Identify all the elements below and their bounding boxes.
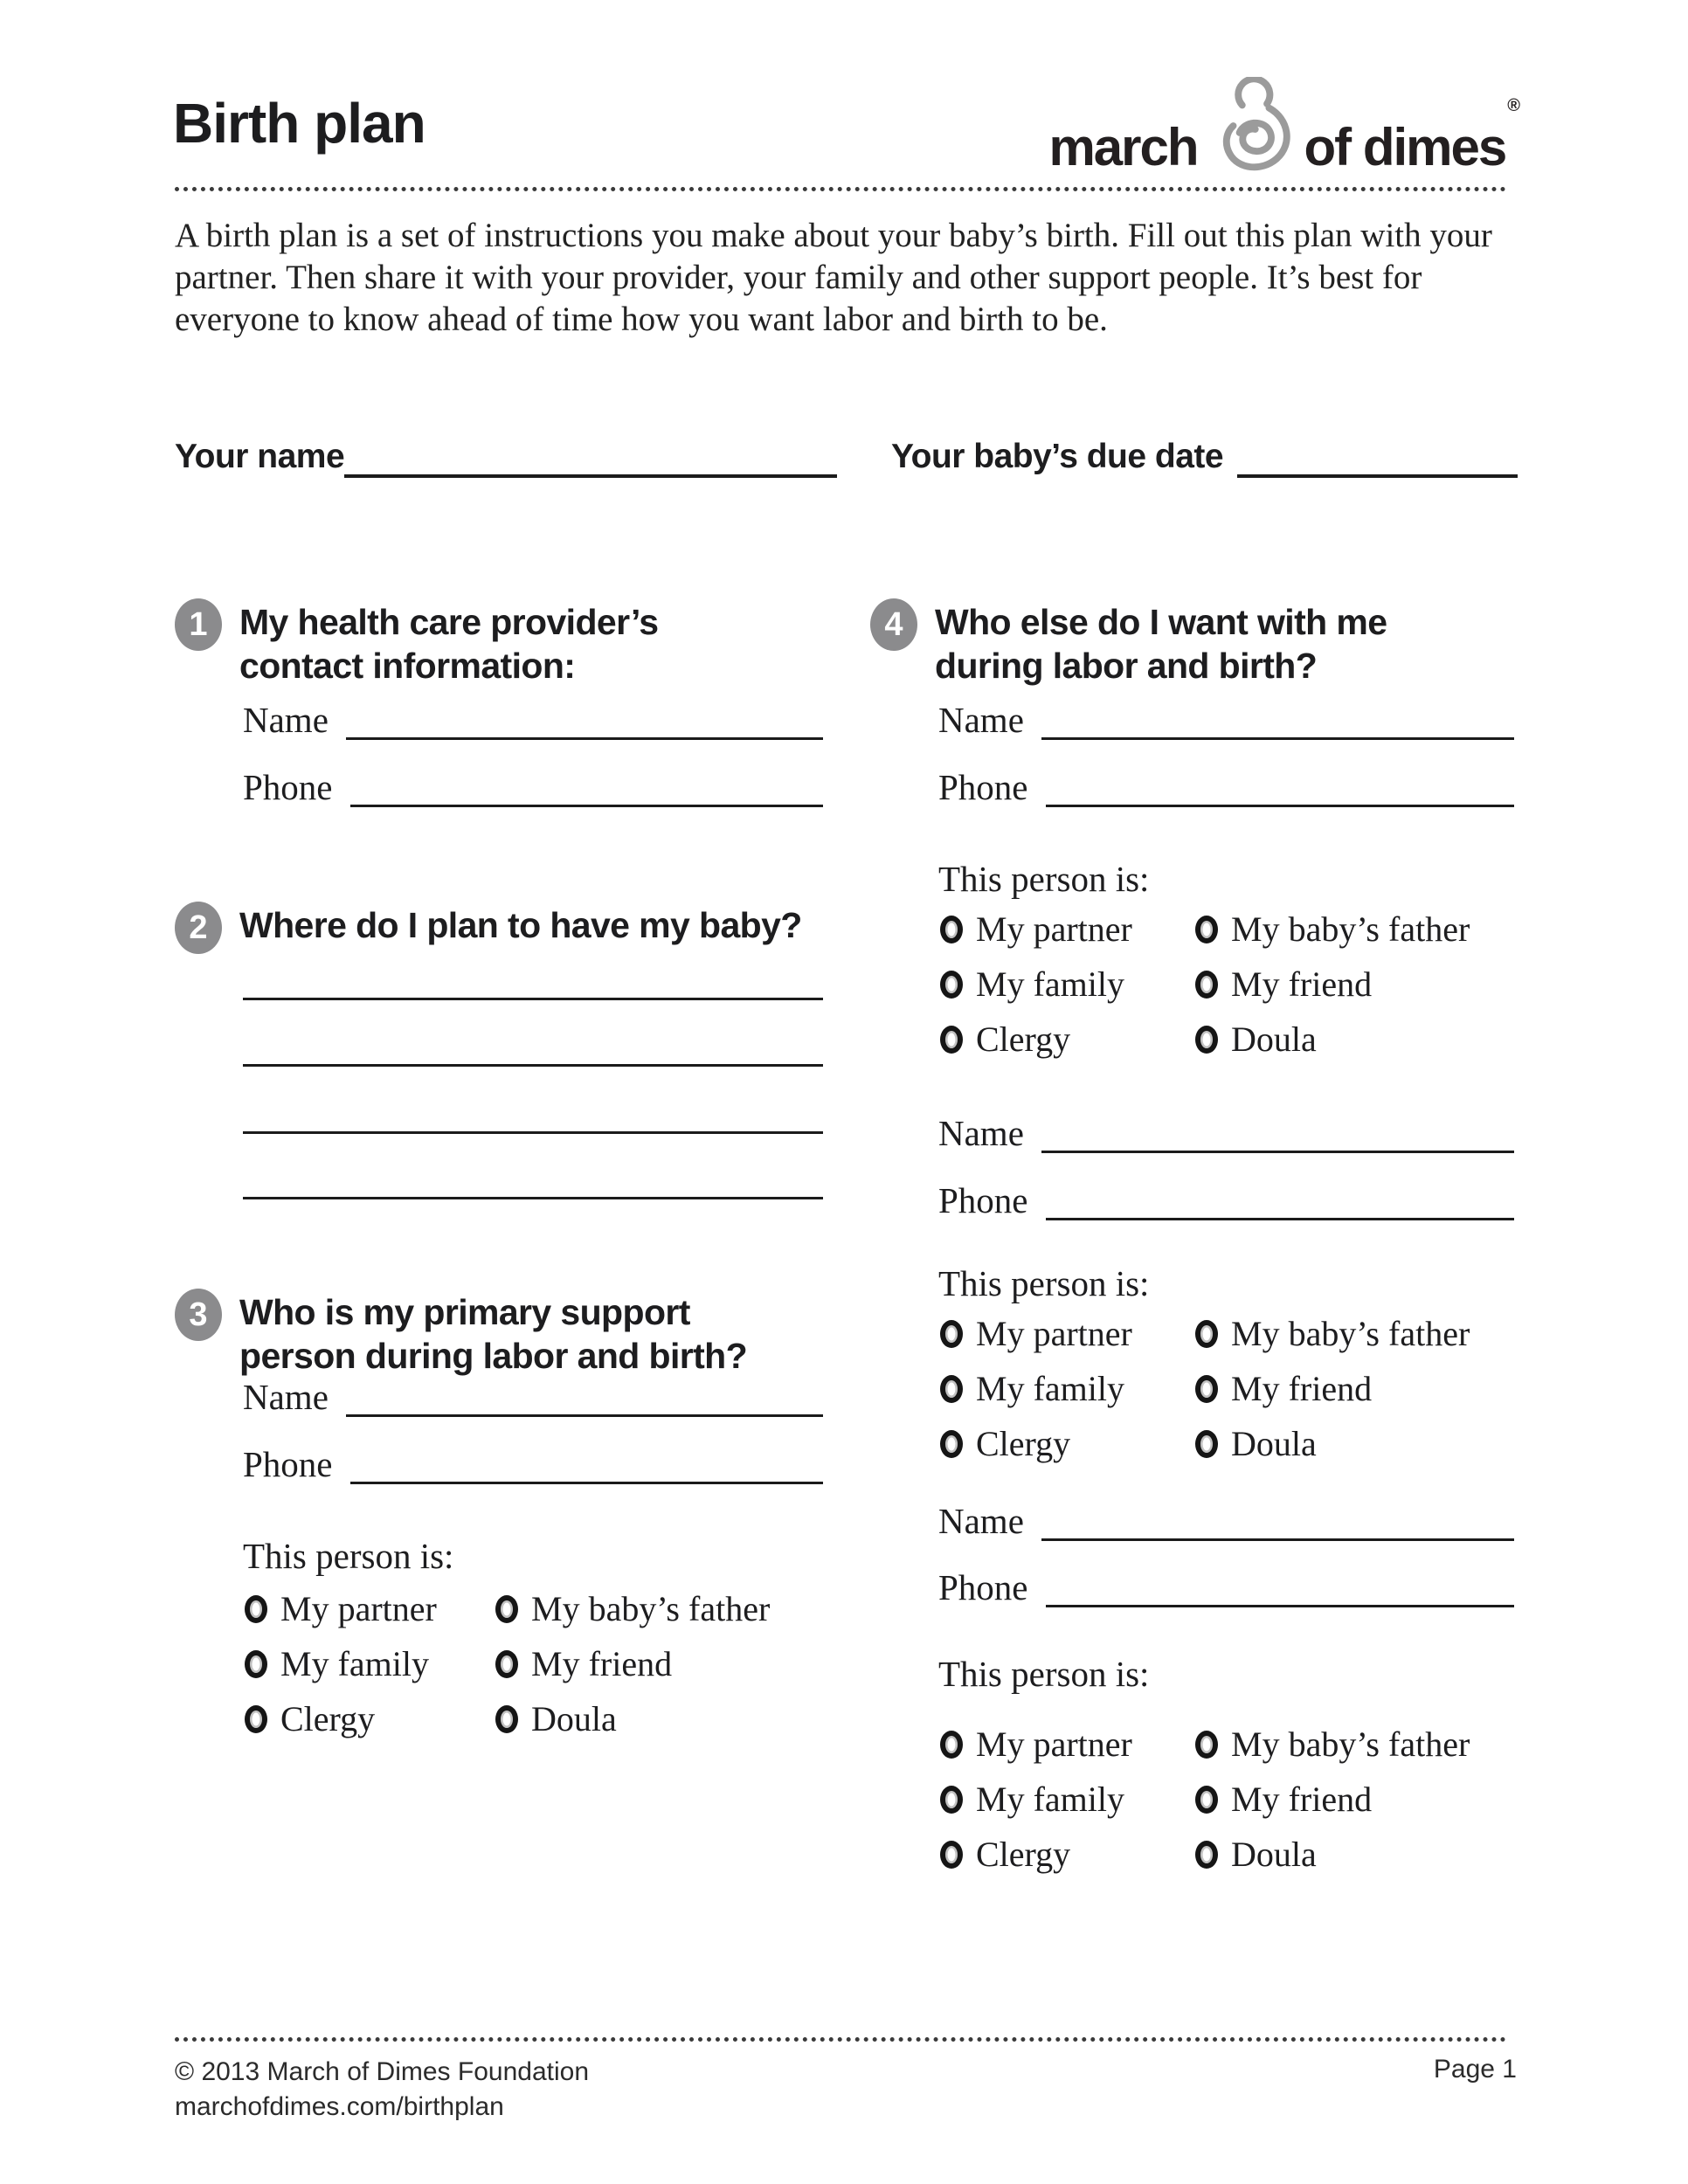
radio-my-partner[interactable]: My partner: [245, 1590, 495, 1628]
radio-my-partner[interactable]: My partner: [940, 1725, 1195, 1764]
radio-my-family[interactable]: My family: [940, 1780, 1195, 1819]
support-phone-input-line[interactable]: [350, 1449, 824, 1484]
radio-doula[interactable]: Doula: [495, 1700, 827, 1738]
radio-circle-icon[interactable]: [495, 1595, 518, 1623]
your-name-label: Your name: [175, 438, 345, 475]
due-date-label: Your baby’s due date: [891, 438, 1224, 475]
companion3-name-row: [938, 1496, 1514, 1541]
section-3-header: [175, 1289, 827, 1378]
companion2-radio-group: [940, 1315, 1518, 1463]
companion3-name-input-line[interactable]: [1041, 1506, 1514, 1541]
radio-circle-icon[interactable]: [1195, 1841, 1218, 1869]
provider-name-input-line[interactable]: [346, 705, 823, 740]
phone-label: Phone: [243, 766, 333, 807]
radio-circle-icon[interactable]: [1195, 971, 1218, 999]
radio-my-babys-father[interactable]: My baby’s father: [1195, 1725, 1518, 1764]
radio-circle-icon[interactable]: [940, 1430, 963, 1458]
due-date-field: [891, 437, 1518, 478]
radio-my-partner[interactable]: My partner: [940, 1315, 1195, 1353]
radio-clergy[interactable]: Clergy: [940, 1020, 1195, 1059]
your-name-field: [175, 437, 837, 478]
section-2-header: [175, 902, 827, 954]
radio-clergy[interactable]: Clergy: [940, 1425, 1195, 1463]
section-1-title: My health care provider’s contact information:: [239, 602, 659, 686]
right-column: [870, 594, 1518, 1904]
this-person-is-label: This person is:: [938, 859, 1150, 899]
radio-circle-icon[interactable]: [245, 1705, 267, 1733]
support-name-input-line[interactable]: [346, 1382, 823, 1417]
radio-circle-icon[interactable]: [1195, 1375, 1218, 1403]
answer-line-2[interactable]: [243, 1064, 823, 1067]
logo-word-ofdimes: of dimes®: [1304, 96, 1519, 176]
support-name-row: [243, 1372, 823, 1417]
section-3-number-badge: 3: [175, 1289, 222, 1341]
provider-name-row: [243, 695, 823, 740]
radio-circle-icon[interactable]: [940, 971, 963, 999]
section-4-number-badge: 4: [870, 598, 917, 651]
radio-circle-icon[interactable]: [245, 1595, 267, 1623]
radio-doula[interactable]: Doula: [1195, 1835, 1518, 1874]
answer-line-4[interactable]: [243, 1197, 823, 1199]
radio-my-friend[interactable]: My friend: [1195, 965, 1518, 1004]
radio-my-friend[interactable]: My friend: [1195, 1370, 1518, 1408]
this-person-is-label: This person is:: [243, 1536, 454, 1576]
radio-doula[interactable]: Doula: [1195, 1020, 1518, 1059]
radio-circle-icon[interactable]: [940, 1731, 963, 1759]
name-label: Name: [938, 1112, 1024, 1153]
radio-circle-icon[interactable]: [1195, 1786, 1218, 1814]
companion1-phone-input-line[interactable]: [1046, 772, 1515, 807]
support-phone-row: [243, 1439, 823, 1484]
radio-my-babys-father[interactable]: My baby’s father: [1195, 910, 1518, 949]
phone-label: Phone: [938, 766, 1028, 807]
radio-circle-icon[interactable]: [495, 1705, 518, 1733]
intro-paragraph: A birth plan is a set of instructions you make about your baby’s birth. Fill out this plan with your partner. Then share it with your provider, your family and other support people. It’s best for everyone to know ahead of time how you want labor and birth to be.: [175, 217, 1492, 338]
logo-word-march: march: [1048, 118, 1198, 176]
companion3-phone-row: [938, 1562, 1514, 1607]
section-4-title: Who else do I want with me during labor and birth?: [935, 602, 1387, 686]
phone-label: Phone: [938, 1566, 1028, 1607]
radio-clergy[interactable]: Clergy: [940, 1835, 1195, 1874]
page-title: Birth plan: [173, 92, 425, 155]
support-person-radio-group: [245, 1590, 827, 1738]
answer-line-1[interactable]: [243, 998, 823, 1000]
march-of-dimes-logo: [1048, 77, 1517, 174]
companion2-phone-row: [938, 1175, 1514, 1220]
identity-row: [175, 437, 1518, 478]
companion1-phone-row: [938, 762, 1514, 807]
radio-circle-icon[interactable]: [940, 1786, 963, 1814]
provider-phone-row: [243, 762, 823, 807]
radio-circle-icon[interactable]: [495, 1650, 518, 1678]
phone-label: Phone: [938, 1179, 1028, 1220]
radio-circle-icon[interactable]: [1195, 1026, 1218, 1054]
registered-mark: ®: [1507, 96, 1519, 115]
phone-label: Phone: [243, 1443, 333, 1484]
radio-my-babys-father[interactable]: My baby’s father: [1195, 1315, 1518, 1353]
this-person-is-label: This person is:: [938, 1263, 1150, 1303]
mother-baby-icon: [1200, 77, 1303, 179]
radio-my-friend[interactable]: My friend: [1195, 1780, 1518, 1819]
radio-circle-icon[interactable]: [940, 1375, 963, 1403]
radio-my-babys-father[interactable]: My baby’s father: [495, 1590, 827, 1628]
name-label: Name: [243, 699, 329, 740]
radio-circle-icon[interactable]: [1195, 1430, 1218, 1458]
companion2-phone-input-line[interactable]: [1046, 1185, 1515, 1220]
footer-copyright: © 2013 March of Dimes Foundation: [175, 2057, 590, 2086]
section-2-number-badge: 2: [175, 902, 222, 954]
section-4-header: [870, 598, 1518, 688]
section-3-title: Who is my primary support person during labor and birth?: [239, 1292, 748, 1376]
this-person-is-label: This person is:: [938, 1654, 1150, 1694]
radio-clergy[interactable]: Clergy: [245, 1700, 495, 1738]
due-date-input-line[interactable]: [1237, 438, 1518, 478]
footer-url: marchofdimes.com/birthplan: [175, 2092, 504, 2121]
radio-my-family[interactable]: My family: [245, 1645, 495, 1683]
companion1-name-row: [938, 695, 1514, 740]
radio-circle-icon[interactable]: [1195, 916, 1218, 943]
radio-circle-icon[interactable]: [1195, 1731, 1218, 1759]
name-label: Name: [938, 699, 1024, 740]
radio-circle-icon[interactable]: [940, 1026, 963, 1054]
footer-page-number: Page 1: [1433, 2055, 1517, 2084]
radio-circle-icon[interactable]: [940, 916, 963, 943]
name-label: Name: [938, 1500, 1024, 1541]
footer-info: [175, 2055, 589, 2125]
header-dotted-divider: [175, 187, 1506, 191]
name-label: Name: [243, 1376, 329, 1417]
answer-line-3[interactable]: [243, 1131, 823, 1134]
radio-my-friend[interactable]: My friend: [495, 1645, 827, 1683]
radio-circle-icon[interactable]: [940, 1320, 963, 1348]
your-name-input-line[interactable]: [344, 438, 837, 478]
radio-my-family[interactable]: My family: [940, 965, 1195, 1004]
radio-circle-icon[interactable]: [245, 1650, 267, 1678]
companion1-radio-group: [940, 910, 1518, 1059]
section-1-number-badge: 1: [175, 598, 222, 651]
provider-phone-input-line[interactable]: [350, 772, 824, 807]
radio-circle-icon[interactable]: [1195, 1320, 1218, 1348]
radio-my-partner[interactable]: My partner: [940, 910, 1195, 949]
radio-my-family[interactable]: My family: [940, 1370, 1195, 1408]
companion2-name-row: [938, 1108, 1514, 1153]
section-2-title: Where do I plan to have my baby?: [239, 905, 802, 945]
companion1-name-input-line[interactable]: [1041, 705, 1514, 740]
radio-doula[interactable]: Doula: [1195, 1425, 1518, 1463]
radio-circle-icon[interactable]: [940, 1841, 963, 1869]
section-1-header: [175, 598, 827, 688]
companion3-phone-input-line[interactable]: [1046, 1572, 1515, 1607]
left-column: [175, 594, 827, 1835]
companion3-radio-group: [940, 1725, 1518, 1874]
footer-dotted-divider: [175, 2037, 1506, 2042]
companion2-name-input-line[interactable]: [1041, 1118, 1514, 1153]
